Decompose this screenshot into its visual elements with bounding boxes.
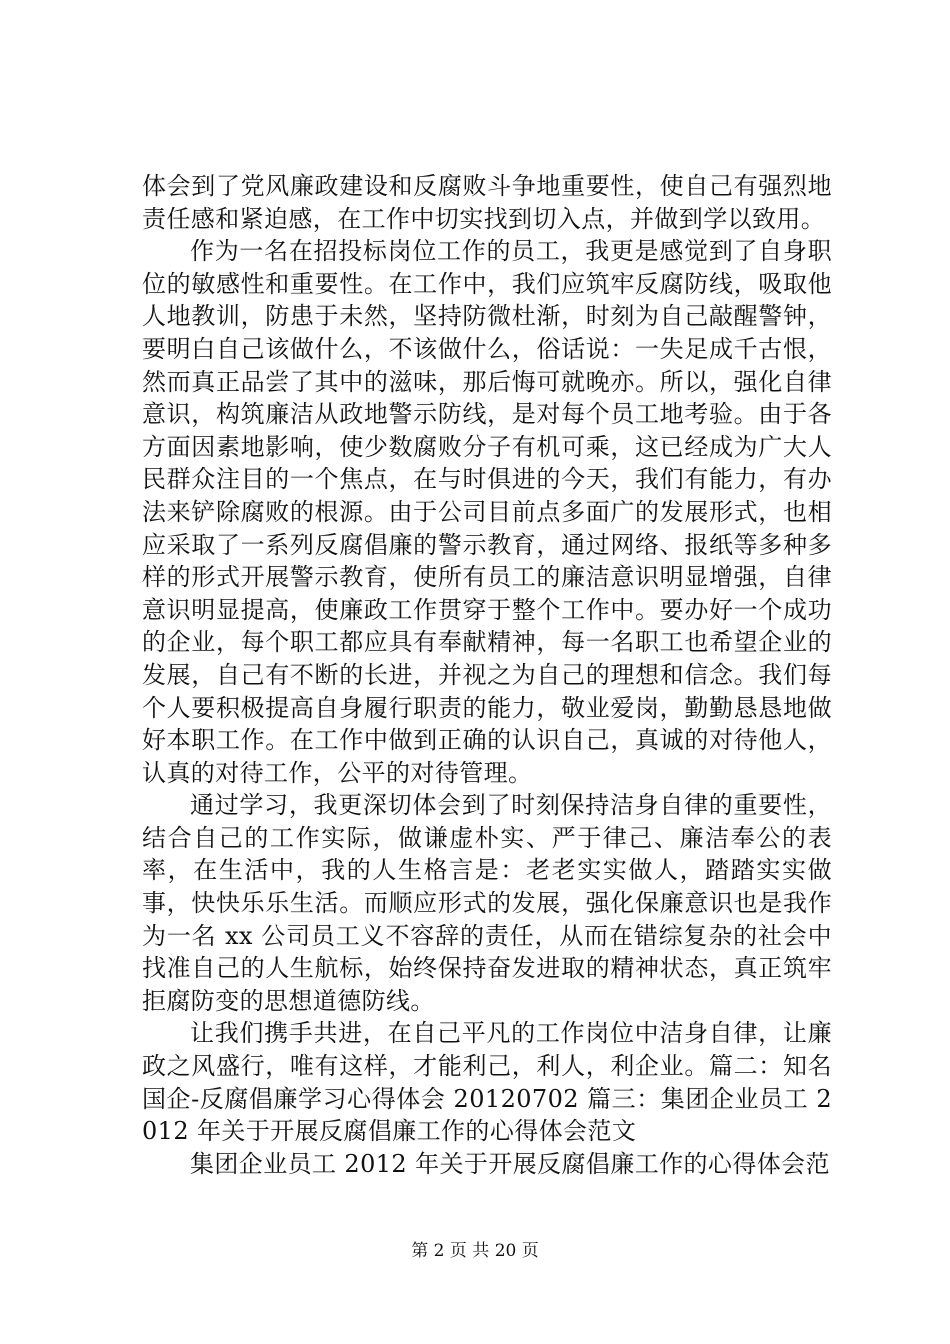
paragraph-continuation: 体会到了党风廉政建设和反腐败斗争地重要性，使自己有强烈地责任感和紧迫感，在工作中切实找到切入点，并做到学以致用。 — [142, 172, 832, 233]
document-body — [142, 170, 832, 1180]
page-number-footer: 第 2 页 共 20 页 — [411, 1241, 539, 1261]
paragraph-bidding-role: 作为一名在招投标岗位工作的员工，我更是感觉到了自身职位的敏感性和重要性。在工作中，我们应筑牢反腐防线，吸取他人地教训，防患于未然，坚持防微杜渐，时刻为自己敲醒警钟，要明白自己该做什么，不该做什么，俗话说：一失足成千古恨，然而真正品尝了其中的滋味，那后悔可就晚亦。所以，强化自律意识，构筑廉洁从政地警示防线，是对每个员工地考验。由于各方面因素地影响，使少数腐败分子有机可乘，这已经成为广大人民群众注目的一个焦点，在与时俱进的今天，我们有能力，有办法来铲除腐败的根源。由于公司目前点多面广的发展形式，也相应采取了一系列反腐倡廉的警示教育，通过网络、报纸等多种多样的形式开展警示教育，使所有员工的廉洁意识明显增强，自律意识明显提高，使廉政工作贯穿于整个工作中。要办好一个成功的企业，每个职工都应具有奉献精神，每一名职工也希望企业的发展，自己有不断的长进，并视之为自己的理想和信念。我们每个人要积极提高自身履行职责的能力，敬业爱岗，勤勤恳恳地做好本职工作。在工作中做到正确的认识自己，真诚的对待他人，认真的对待工作，公平的对待管理。 — [142, 237, 832, 787]
paragraph-self-discipline: 通过学习，我更深切体会到了时刻保持洁身自律的重要性，结合自己的工作实际，做谦虚朴实、严于律己、廉洁奉公的表率，在生活中，我的人生格言是：老老实实做人，踏踏实实做事，快快乐乐生活。而顺应形式的发展，强化保廉意识也是我作为一名 xx 公司员工义不容辞的责任，从而在错综复杂的社会中找准自己的人生航标，始终保持奋发进取的精神状态，真正筑牢拒腐防变的思想道德防线。 — [142, 791, 832, 1015]
paragraph-article-three-start: 集团企业员工 2012 年关于开展反腐倡廉工作的心得体会范 — [190, 1149, 830, 1178]
paragraph-call-to-action: 让我们携手共进，在自己平凡的工作岗位中洁身自律，让廉政之风盛行，唯有这样，才能利己，利人，利企业。篇二：知名国企-反腐倡廉学习心得体会 20120702 篇三：集团企业员工 2012 年关于开展反腐倡廉工作的心得体会范文 — [142, 1019, 832, 1146]
